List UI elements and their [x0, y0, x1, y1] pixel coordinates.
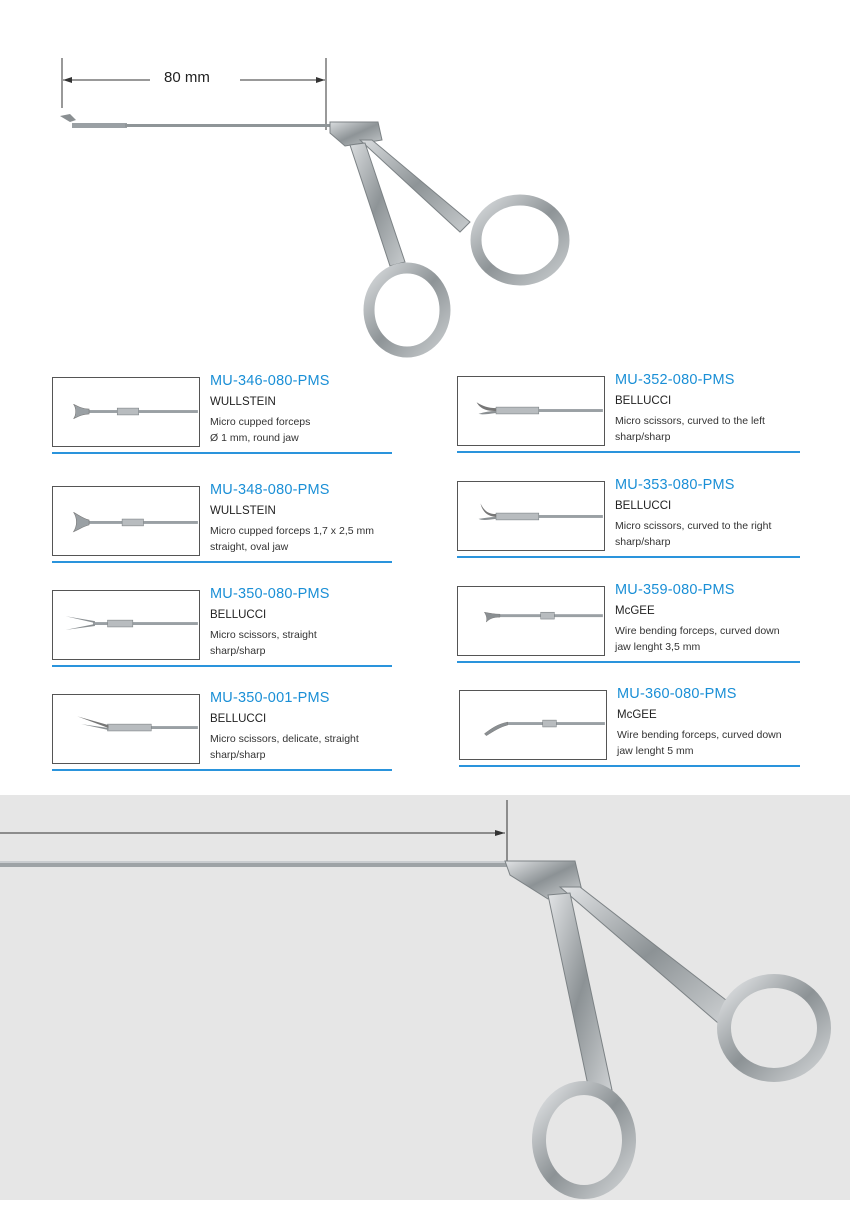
product-thumbnail — [459, 690, 607, 760]
forceps-closeup-image — [0, 795, 850, 1200]
divider — [52, 769, 392, 771]
measurement-label: 80 mm — [164, 69, 210, 86]
product-item — [52, 586, 392, 674]
product-name: McGEE — [615, 605, 655, 617]
product-description: Wire bending forceps, curved down jaw lenght 5 mm — [617, 729, 782, 757]
product-item — [52, 690, 392, 778]
divider — [457, 451, 800, 453]
product-item — [459, 686, 799, 774]
product-thumbnail — [457, 481, 605, 551]
product-code: MU-350-001-PMS — [210, 690, 330, 706]
product-thumbnail — [52, 377, 200, 447]
delicate-scissors-tip-icon — [53, 695, 199, 763]
product-code: MU-348-080-PMS — [210, 482, 330, 498]
product-item — [457, 582, 797, 670]
product-code: MU-352-080-PMS — [615, 372, 735, 388]
product-thumbnail — [52, 694, 200, 764]
divider — [459, 765, 800, 767]
divider — [52, 452, 392, 454]
forceps-instrument-image — [0, 0, 850, 370]
product-thumbnail — [52, 590, 200, 660]
product-description: Micro scissors, curved to the right sharp/sharp — [615, 520, 772, 548]
product-description: Wire bending forceps, curved down jaw lenght 3,5 mm — [615, 625, 780, 653]
product-name: BELLUCCI — [615, 395, 672, 407]
product-code: MU-359-080-PMS — [615, 582, 735, 598]
product-name: BELLUCCI — [210, 713, 267, 725]
straight-scissors-tip-icon — [53, 591, 199, 659]
product-code: MU-353-080-PMS — [615, 477, 735, 493]
product-name: BELLUCCI — [615, 500, 672, 512]
product-description: Micro scissors, delicate, straight sharp/sharp — [210, 733, 359, 761]
curved-left-scissors-tip-icon — [458, 377, 604, 445]
product-name: McGEE — [617, 709, 657, 721]
divider — [52, 561, 392, 563]
cupped-forceps-tip-icon — [53, 487, 199, 555]
product-code: MU-360-080-PMS — [617, 686, 737, 702]
cupped-forceps-tip-icon — [53, 378, 199, 446]
product-name: BELLUCCI — [210, 609, 267, 621]
product-code: MU-350-080-PMS — [210, 586, 330, 602]
closeup-panel — [0, 795, 850, 1200]
product-item — [52, 482, 392, 570]
product-description: Micro scissors, curved to the left sharp/sharp — [615, 415, 765, 443]
product-item — [457, 477, 797, 565]
divider — [52, 665, 392, 667]
product-code: MU-346-080-PMS — [210, 373, 330, 389]
divider — [457, 556, 800, 558]
curved-right-scissors-tip-icon — [458, 482, 604, 550]
divider — [457, 661, 800, 663]
product-name: WULLSTEIN — [210, 505, 276, 517]
product-description: Micro scissors, straight sharp/sharp — [210, 629, 317, 657]
wire-bending-forceps-tip-icon — [458, 587, 604, 655]
product-item — [52, 373, 392, 461]
product-description: Micro cupped forceps Ø 1 mm, round jaw — [210, 416, 311, 444]
product-thumbnail — [457, 586, 605, 656]
product-description: Micro cupped forceps 1,7 x 2,5 mm straight, oval jaw — [210, 525, 374, 553]
product-thumbnail — [457, 376, 605, 446]
product-item — [457, 372, 797, 460]
product-thumbnail — [52, 486, 200, 556]
product-name: WULLSTEIN — [210, 396, 276, 408]
wire-bending-forceps-tip-icon — [460, 691, 606, 759]
